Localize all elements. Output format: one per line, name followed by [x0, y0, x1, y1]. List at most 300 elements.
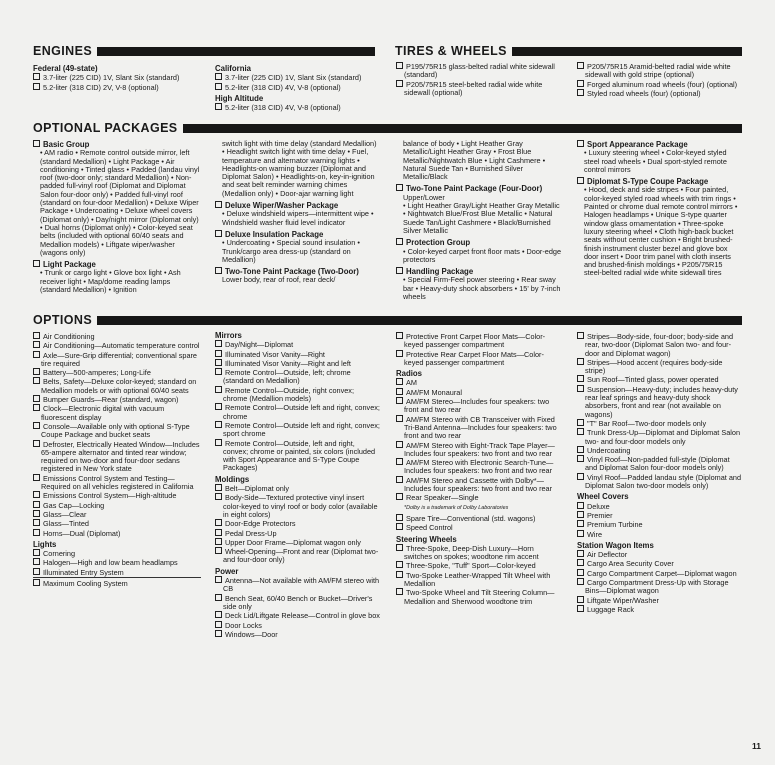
- item-text: Mirrors: [215, 331, 242, 340]
- item-text: Belts, Safety—Deluxe color-keyed; standard on Medallion models or with optional 60/40 seats: [41, 377, 197, 395]
- item-text: Stripes—Hood accent (requires body-side stripe): [585, 357, 723, 376]
- option-item: [577, 511, 742, 520]
- checkbox-icon: [396, 184, 403, 191]
- item-text: Remote Control—Outside, left and right, convex; chrome or painted, six colors (included with Sport Appearance and S-Type Coupe Packages): [223, 438, 376, 473]
- option-item: [577, 375, 742, 384]
- packages-heading: [33, 121, 742, 135]
- checkbox-icon: [577, 89, 584, 96]
- item-text: Three-Spoke, Deep-Dish Luxury—Horn switches on spokes; woodtone rim accent: [404, 543, 539, 562]
- option-item: [577, 358, 742, 376]
- item-text: Premium Turbine: [587, 520, 643, 530]
- item-text: 3.7-liter (225 CID) 1V, Slant Six (standard): [43, 73, 180, 83]
- option-item: [577, 428, 742, 446]
- item-text: Steering Wheels: [396, 534, 457, 544]
- packages-column-2: [215, 140, 380, 285]
- item-text: Illuminated Entry System: [43, 567, 124, 577]
- checkbox-icon: [577, 80, 584, 87]
- checkbox-icon: [215, 403, 222, 410]
- item-text: 5.2-liter (318 CID) 2V, V-8 (optional): [43, 82, 159, 92]
- item-text: • Undercoating • Special sound insulation • Trunk/cargo area dress-up (standard on Medallion): [222, 238, 360, 264]
- item-text: • Trunk or cargo light • Glove box light • Ash receiver light • Map/dome reading lamps (standard Medallion) • Ignition: [40, 268, 181, 295]
- checkbox-icon: [577, 578, 584, 585]
- option-item: [577, 550, 742, 559]
- checkbox-icon: [396, 441, 403, 448]
- checkbox-icon: [396, 415, 403, 422]
- packages-column-1: [33, 140, 201, 294]
- option-item: [577, 559, 742, 568]
- item-text: 5.2-liter (318 CID) 4V, V-8 (optional): [225, 103, 341, 113]
- option-item: [396, 588, 562, 606]
- checkbox-icon: [396, 458, 403, 465]
- group-heading: [215, 95, 373, 103]
- option-item: [215, 421, 380, 439]
- item-text: Wheel Covers: [577, 492, 629, 502]
- package-contents: [396, 202, 562, 235]
- checkbox-icon: [396, 523, 403, 530]
- checkbox-icon: [577, 140, 584, 147]
- option-item: [215, 403, 380, 421]
- item-text: Trunk Dress-Up—Diplomat and Diplomat Salon two- and four-door models only: [585, 428, 741, 446]
- item-text: Glass—Clear: [43, 509, 87, 519]
- item-text: Wire: [587, 529, 602, 539]
- item-text: Lights: [33, 539, 57, 549]
- checkbox-icon: [396, 62, 403, 69]
- checkbox-icon: [33, 519, 40, 526]
- option-item: [577, 520, 742, 529]
- checkbox-icon: [215, 421, 222, 428]
- options-heading: [33, 313, 742, 327]
- group-heading: [396, 536, 562, 544]
- item-text: Forged aluminum road wheels (four) (optional): [587, 79, 738, 89]
- item-text: Bench Seat, 60/40 Bench or Bucket—Driver's side only: [223, 593, 373, 611]
- item-text: Upper/Lower: [403, 192, 445, 202]
- checkbox-icon: [215, 201, 222, 208]
- option-item: [215, 340, 380, 349]
- option-item: [577, 385, 742, 419]
- footnote: [404, 504, 562, 512]
- checkbox-icon: [215, 621, 222, 628]
- checkbox-icon: [215, 594, 222, 601]
- checkbox-icon: [33, 440, 40, 447]
- option-item: [33, 549, 201, 558]
- checkbox-icon: [396, 378, 403, 385]
- checkbox-icon: [215, 103, 222, 110]
- item-text: Luggage Rack: [587, 604, 635, 614]
- option-item: [215, 83, 373, 92]
- checkbox-icon: [396, 571, 403, 578]
- options-title: OPTIONS: [33, 313, 93, 327]
- checkbox-icon: [215, 267, 222, 274]
- option-item: [215, 73, 373, 82]
- item-text: Cargo Area Security Cover: [587, 559, 674, 569]
- option-item: [33, 558, 201, 567]
- checkbox-icon: [396, 588, 403, 595]
- checkbox-icon: [577, 428, 584, 435]
- options-column-3: [396, 332, 562, 606]
- packages-title: OPTIONAL PACKAGES: [33, 121, 178, 135]
- item-text: Glass—Tinted: [43, 519, 89, 529]
- item-text: Liftgate Wiper/Washer: [587, 595, 659, 605]
- package-contents: [396, 276, 562, 301]
- option-item: [577, 446, 742, 455]
- option-item: [33, 404, 201, 422]
- engines-title: ENGINES: [33, 44, 93, 58]
- item-text: Remote Control—Outside left and right, convex; sport chrome: [223, 420, 380, 439]
- option-item: [396, 458, 562, 476]
- option-item: [33, 341, 201, 350]
- checkbox-icon: [577, 550, 584, 557]
- tires-title: TIRES & WHEELS: [395, 44, 507, 58]
- checkbox-icon: [215, 340, 222, 347]
- option-item: [215, 538, 380, 547]
- checkbox-icon: [577, 559, 584, 566]
- item-text: Maximum Cooling System: [43, 579, 128, 589]
- option-item: [33, 519, 201, 528]
- item-text: AM/FM Monaural: [406, 387, 462, 397]
- option-item: [396, 514, 562, 523]
- item-text: Three-Spoke, "Tuff" Sport—Color-keyed: [406, 561, 536, 571]
- item-text: Two-Spoke Wheel and Tilt Steering Column—Medallion and Sherwood woodtone trim: [404, 588, 555, 606]
- checkbox-icon: [33, 395, 40, 402]
- option-item: [215, 350, 380, 359]
- group-heading: [215, 332, 380, 340]
- option-item: [396, 493, 562, 502]
- checkbox-icon: [577, 375, 584, 382]
- option-item: [577, 62, 742, 80]
- checkbox-icon: [215, 230, 222, 237]
- option-item: [577, 569, 742, 578]
- package-contents: [396, 248, 562, 265]
- option-item: [577, 473, 742, 491]
- checkbox-icon: [33, 404, 40, 411]
- option-item: [577, 605, 742, 614]
- checkbox-icon: [33, 73, 40, 80]
- checkbox-icon: [33, 140, 40, 147]
- options-column-1: [33, 332, 201, 588]
- heading-rule: [183, 124, 742, 133]
- checkbox-icon: [215, 368, 222, 375]
- option-item: [396, 476, 562, 494]
- item-text: Federal (49-state): [33, 64, 98, 73]
- item-text: Emissions Control System and Testing—Required on all vehicles registered in California: [41, 473, 194, 492]
- option-item: [577, 502, 742, 511]
- checkbox-icon: [33, 332, 40, 339]
- option-item: [396, 388, 562, 397]
- checkbox-icon: [33, 579, 40, 586]
- item-text: AM/FM Stereo with CB Transceiver with Fixed Tri-Band Antenna—Includes four speakers: two front and two rear: [404, 414, 557, 441]
- option-item: [215, 621, 380, 630]
- item-text: • Luxury steering wheel • Color-keyed styled steel road wheels • Dual sport-styled remote control mirrors: [584, 148, 727, 174]
- checkbox-icon: [215, 529, 222, 536]
- group-heading: [33, 65, 203, 73]
- item-text: Deluxe: [587, 501, 610, 511]
- checkbox-icon: [577, 502, 584, 509]
- option-item: [33, 332, 201, 341]
- checkbox-icon: [577, 530, 584, 537]
- package-contents: [577, 149, 742, 174]
- checkbox-icon: [396, 238, 403, 245]
- item-text: Deluxe Insulation Package: [225, 229, 324, 239]
- item-text: 3.7-liter (225 CID) 1V, Slant Six (standard): [225, 73, 362, 83]
- checkbox-icon: [33, 491, 40, 498]
- option-item: [396, 441, 562, 459]
- group-heading: [577, 542, 742, 550]
- package-contents: [33, 269, 201, 294]
- option-item: [396, 80, 562, 98]
- item-text: Bumper Guards—Rear (standard, wagon): [43, 395, 179, 405]
- checkbox-icon: [577, 455, 584, 462]
- item-text: Light Package: [43, 260, 96, 270]
- checkbox-icon: [396, 493, 403, 500]
- item-text: AM: [406, 378, 417, 388]
- item-text: Horns—Dual (Diplomat): [43, 528, 121, 538]
- package-contents: [396, 140, 562, 181]
- package-contents: [215, 239, 380, 264]
- checkbox-icon: [215, 519, 222, 526]
- checkbox-icon: [396, 514, 403, 521]
- option-item: [577, 578, 742, 596]
- checkbox-icon: [215, 386, 222, 393]
- group-heading: [215, 568, 380, 576]
- option-item: [396, 571, 562, 589]
- option-item: [215, 547, 380, 565]
- item-text: Sun Roof—Tinted glass, power operated: [587, 375, 719, 385]
- item-text: Gas Cap—Locking: [43, 500, 105, 510]
- checkbox-icon: [396, 332, 403, 339]
- option-item: [33, 440, 201, 474]
- option-item: [577, 332, 742, 358]
- engines-heading: [33, 44, 375, 58]
- checkbox-icon: [33, 558, 40, 565]
- packages-column-3: [396, 140, 562, 301]
- item-text: Windows—Door: [225, 629, 278, 639]
- item-text: Lower body, rear of roof, rear deck/: [222, 275, 336, 285]
- item-text: Basic Group: [43, 140, 90, 149]
- item-text: Diplomat S-Type Coupe Package: [587, 177, 709, 187]
- item-text: Vinyl Roof—Non-padded full-style (Diplomat and Diplomat Salon four-door models only): [585, 455, 730, 473]
- checkbox-icon: [33, 368, 40, 375]
- item-text: balance of body • Light Heather Gray Metallic/Light Heather Gray • Frost Blue Metallic/Nightwatch Blue • Light Cashmere • Natural Suede Tan • Burnished Silver Metallic/Black: [403, 139, 546, 182]
- engines-federal-column: [33, 62, 203, 92]
- checkbox-icon: [396, 544, 403, 551]
- item-text: Air Deflector: [587, 550, 628, 560]
- item-text: Emissions Control System—High-altitude: [43, 491, 177, 501]
- checkbox-icon: [215, 538, 222, 545]
- checkbox-icon: [33, 377, 40, 384]
- option-item: [396, 415, 562, 441]
- option-item: [577, 455, 742, 473]
- item-text: P205/75R15 steel-belted radial wide white sidewall (optional): [404, 79, 543, 97]
- item-text: Moldings: [215, 474, 250, 484]
- item-text: Pedal Dress-Up: [225, 528, 277, 538]
- item-text: Protective Front Carpet Floor Mats—Color-keyed passenger compartment: [404, 332, 546, 350]
- option-item: [215, 439, 380, 473]
- item-text: Cornering: [43, 549, 76, 559]
- tires-column-1: [396, 62, 562, 97]
- checkbox-icon: [33, 422, 40, 429]
- item-text: Console—Available only with optional S-Type Coupe Package and bucket seats: [41, 421, 190, 440]
- package-contents: [215, 140, 380, 198]
- package-contents: [215, 210, 380, 227]
- checkbox-icon: [33, 549, 40, 556]
- engines-california-column: [215, 62, 373, 112]
- item-text: Deck Lid/Liftgate Release—Control in glove box: [225, 611, 380, 621]
- item-text: Cargo Compartment Dress-Up with Storage Bins—Diplomat wagon: [585, 578, 729, 596]
- item-text: Defroster, Electrically Heated Window—Includes 65-ampere alternator and tinted rear window; required on two-door and four-door sedans registered in New York state: [41, 439, 200, 474]
- item-text: • Light Heather Gray/Light Heather Gray Metallic • Nightwatch Blue/Frost Blue Metallic • Natural Suede Tan/Light Cashmere • Black/Burnished Silver Metallic: [403, 201, 560, 235]
- checkbox-icon: [215, 493, 222, 500]
- option-item: [33, 422, 201, 440]
- item-text: Halogen—High and low beam headlamps: [43, 558, 178, 568]
- item-text: Stripes—Body-side, four-door; body-side and rear, two-door (Diplomat Salon two- and four-door and Diplomat wagon): [585, 332, 734, 358]
- option-item: [215, 576, 380, 594]
- options-column-4: [577, 332, 742, 614]
- checkbox-icon: [577, 358, 584, 365]
- checkbox-icon: [577, 385, 584, 392]
- checkbox-icon: [396, 561, 403, 568]
- option-item: [33, 501, 201, 510]
- checkbox-icon: [577, 569, 584, 576]
- item-text: switch light with time delay (standard Medallion) • Headlight switch light with time delay • Fuel, temperature and alternator warning lights • Headlights-on warning buzzer (Diplomat and Diplomat Salon) • Headlights-on, key-in-ignition and seat belt reminder warning chimes (Medallion only) • Door-ajar warning light: [222, 139, 377, 198]
- package-contents: [577, 186, 742, 277]
- option-item: [215, 594, 380, 612]
- heading-rule: [97, 316, 742, 325]
- checkbox-icon: [577, 473, 584, 480]
- checkbox-icon: [396, 267, 403, 274]
- option-item: [577, 419, 742, 428]
- item-text: Illuminated Visor Vanity—Right: [225, 349, 325, 359]
- option-item: [33, 579, 201, 588]
- option-item: [396, 561, 562, 570]
- option-item: [215, 519, 380, 528]
- option-item: [396, 378, 562, 387]
- checkbox-icon: [577, 520, 584, 527]
- item-text: P195/75R15 glass-belted radial white sidewall (standard): [404, 62, 555, 80]
- option-item: [33, 73, 203, 82]
- checkbox-icon: [577, 62, 584, 69]
- item-text: Clock—Electronic digital with vacuum fluorescent display: [41, 404, 165, 422]
- option-item: [215, 103, 373, 112]
- item-text: Vinyl Roof—Padded landau style (Diplomat and Diplomat Salon two-door models only): [585, 472, 742, 491]
- checkbox-icon: [33, 83, 40, 90]
- option-item: [33, 368, 201, 377]
- option-item: [215, 493, 380, 519]
- checkbox-icon: [33, 568, 40, 575]
- option-item: [33, 529, 201, 538]
- item-text: Day/Night—Diplomat: [225, 340, 294, 350]
- checkbox-icon: [215, 350, 222, 357]
- item-text: Belt—Diplomat only: [225, 484, 290, 494]
- packages-column-4: [577, 140, 742, 278]
- checkbox-icon: [396, 388, 403, 395]
- checkbox-icon: [33, 341, 40, 348]
- item-text: Two-Tone Paint Package (Four-Door): [406, 184, 543, 194]
- option-item: [215, 484, 380, 493]
- option-item: [396, 350, 562, 368]
- item-text: Upper Door Frame—Diplomat wagon only: [225, 537, 361, 547]
- checkbox-icon: [396, 397, 403, 404]
- item-text: California: [215, 64, 251, 73]
- option-item: [577, 530, 742, 539]
- option-item: [215, 611, 380, 620]
- item-text: Illuminated Visor Vanity—Right and left: [225, 358, 351, 368]
- option-item: [33, 474, 201, 492]
- checkbox-icon: [577, 605, 584, 612]
- option-item: [396, 544, 562, 562]
- checkbox-icon: [577, 419, 584, 426]
- checkbox-icon: [215, 547, 222, 554]
- item-text: Air Conditioning: [43, 332, 95, 341]
- option-item: [33, 83, 203, 92]
- checkbox-icon: [33, 510, 40, 517]
- checkbox-icon: [577, 332, 584, 339]
- item-text: High Altitude: [215, 93, 264, 103]
- item-text: "T" Bar Roof—Two-door models only: [587, 418, 707, 428]
- checkbox-icon: [215, 359, 222, 366]
- checkbox-icon: [215, 630, 222, 637]
- item-text: Remote Control—Outside left and right, convex; chrome: [223, 403, 380, 421]
- item-text: AM/FM Stereo with Eight-Track Tape Player—Includes four speakers: two front and two rear: [404, 440, 555, 458]
- heading-rule: [512, 47, 742, 56]
- package-contents: [215, 276, 380, 284]
- item-text: • Special Firm-Feel power steering • Rear sway bar • Heavy-duty shock absorbers • 15' by 7-inch wheels: [403, 275, 561, 302]
- option-item: [215, 630, 380, 639]
- item-text: Door-Edge Protectors: [225, 519, 296, 529]
- option-item: [33, 491, 201, 500]
- item-text: Station Wagon Items: [577, 540, 654, 550]
- group-heading: [396, 370, 562, 378]
- option-item: [577, 80, 742, 89]
- item-text: Power: [215, 566, 239, 576]
- tires-column-2: [577, 62, 742, 98]
- item-text: Antenna—Not available with AM/FM stereo with CB: [223, 576, 380, 594]
- item-text: Speed Control: [406, 523, 453, 533]
- option-item: [577, 89, 742, 98]
- option-item: [33, 568, 201, 578]
- item-text: Protection Group: [406, 238, 471, 248]
- item-text: • Hood, deck and side stripes • Four painted, color-keyed styled road wheels with trim rings • Painted or chrome dual remote control mirrors • Halogen headlamps • Unique S-type quarter window glass ornamentation • Three-spoke luxury steering wheel • Cloth high-back bucket seats without center cushion • Bright brushed-finish instrument cluster bezel and glove box door insert • Door trim panel with cloth inserts and brushed-finish moldings • P205/75R15 steel-belted radial wide white sidewall tires: [584, 185, 738, 278]
- item-text: Spare Tire—Conventional (std. wagons): [406, 513, 536, 523]
- option-item: [215, 529, 380, 538]
- option-item: [33, 377, 201, 395]
- checkbox-icon: [33, 260, 40, 267]
- checkbox-icon: [396, 350, 403, 357]
- item-text: Two-Spoke Leather-Wrapped Tilt Wheel with Medallion: [404, 570, 551, 589]
- option-item: [215, 368, 380, 386]
- option-item: [215, 359, 380, 368]
- item-text: • Deluxe windshield wipers—intermittent wipe • Windshield washer fluid level indicator: [222, 209, 374, 227]
- item-text: Axle—Sure-Grip differential; conventional spare tire required: [41, 350, 197, 368]
- item-text: 5.2-liter (318 CID) 4V, V-8 (optional): [225, 82, 341, 92]
- item-text: • Color-keyed carpet front floor mats • Door-edge protectors: [403, 246, 562, 264]
- item-text: AM/FM Stereo with Electronic Search-Tune—Includes four speakers: two front and two rear: [404, 458, 554, 476]
- option-item: [577, 596, 742, 605]
- checkbox-icon: [215, 611, 222, 618]
- option-item: [33, 395, 201, 404]
- item-text: Suspension—Heavy-duty; includes heavy-duty rear leaf springs and heavy-duty shock absorbers, front and rear (not available on wagons): [585, 384, 738, 419]
- item-text: Body-Side—Textured protective vinyl insert color-keyed to vinyl roof or body color (available in eight colors): [223, 493, 378, 519]
- item-text: Undercoating: [587, 445, 631, 455]
- group-heading: [33, 541, 201, 549]
- checkbox-icon: [33, 351, 40, 358]
- option-item: [215, 386, 380, 404]
- item-text: Wheel-Opening—Front and rear (Diplomat two- and four-door only): [223, 547, 379, 565]
- checkbox-icon: [33, 529, 40, 536]
- item-text: Remote Control—Outside, left; chrome (standard on Medallion): [223, 368, 351, 386]
- item-text: AM/FM Stereo and Cassette with Dolby*—Includes four speakers: two front and two rear: [404, 475, 553, 494]
- checkbox-icon: [215, 83, 222, 90]
- options-column-2: [215, 332, 380, 639]
